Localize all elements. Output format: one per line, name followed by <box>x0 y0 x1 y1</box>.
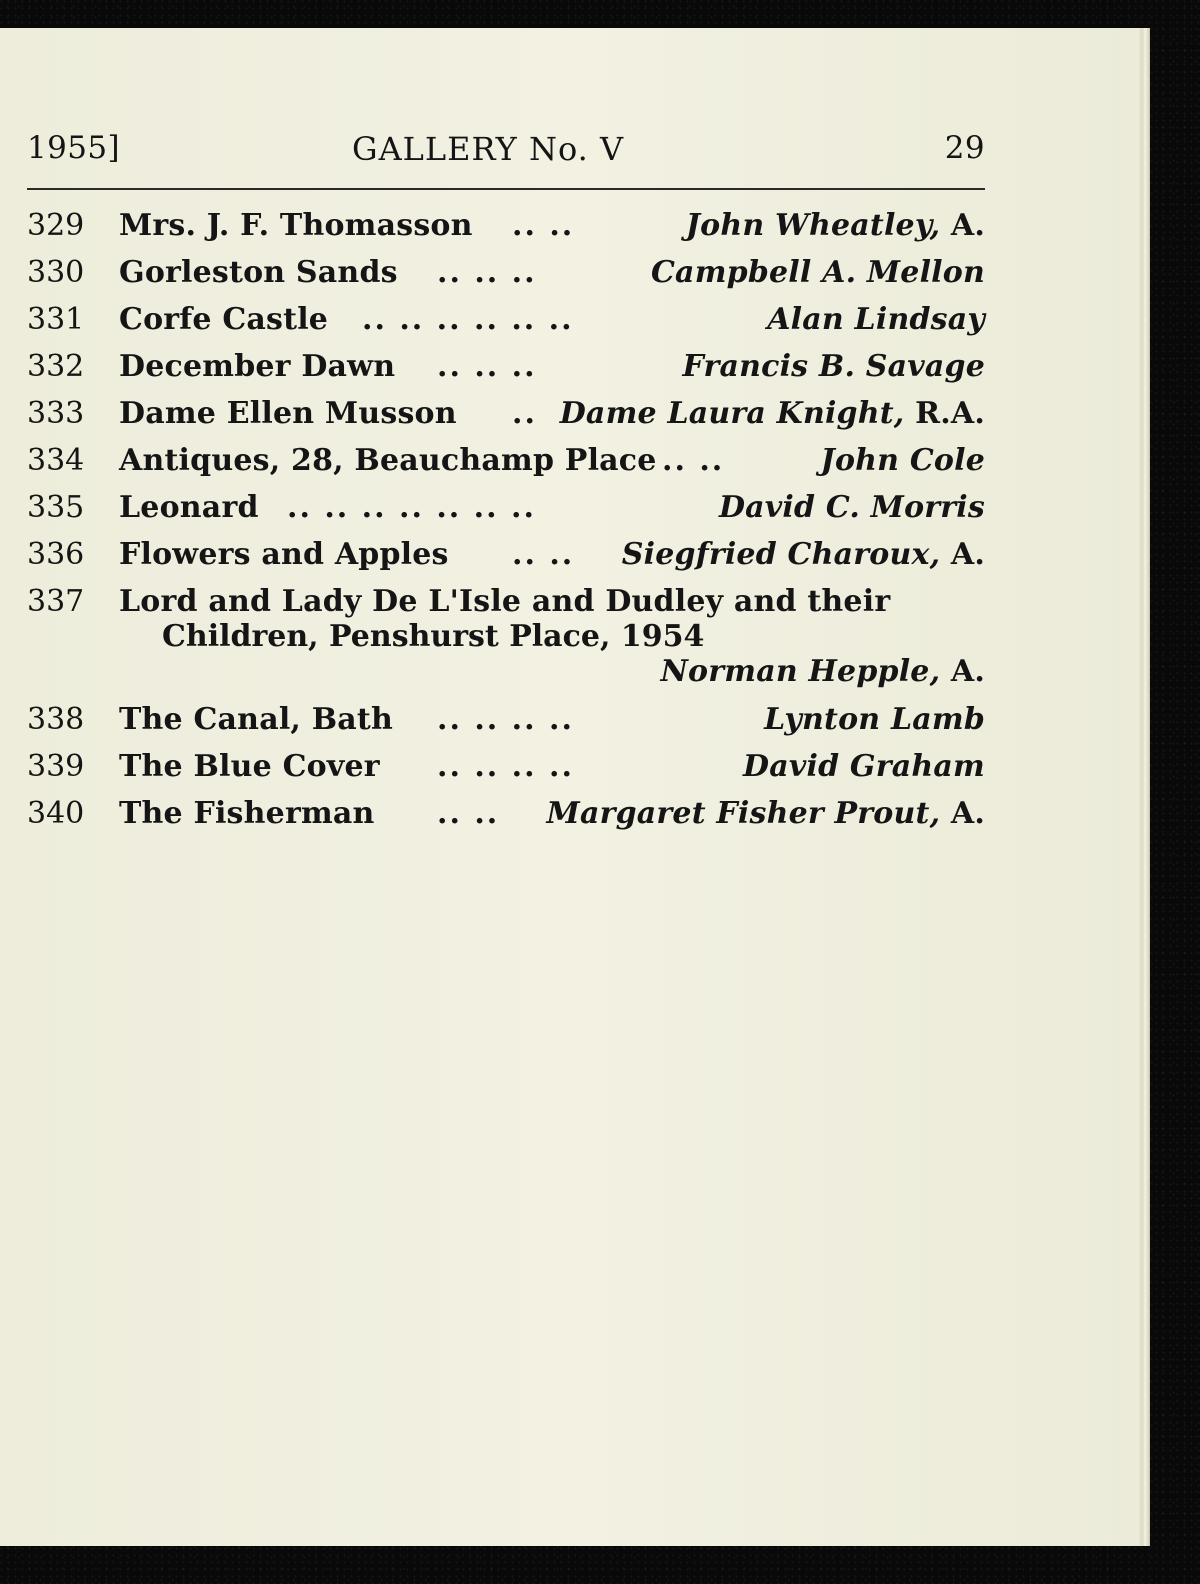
entry-artist <box>660 648 985 695</box>
running-header <box>27 130 985 174</box>
catalogue-entry <box>27 531 985 578</box>
entry-title: December Dawn <box>119 349 396 384</box>
catalogue-entry <box>27 743 985 790</box>
entry-number: 339 <box>27 749 85 784</box>
entry-title: The Blue Cover <box>119 749 380 784</box>
leader-dots: .. .. .. .. .. .. .. <box>287 490 536 525</box>
entry-number: 333 <box>27 396 85 431</box>
entry-title: Mrs. J. F. Thomasson <box>119 208 473 243</box>
leader-dots: .. .. <box>512 208 575 243</box>
entry-title: Leonard <box>119 490 259 525</box>
header-title: GALLERY No. V <box>352 130 625 168</box>
entry-artist <box>719 484 985 531</box>
entry-title: Dame Ellen Musson <box>119 396 457 431</box>
entry-artist <box>767 296 985 343</box>
entry-artist <box>764 696 985 743</box>
header-year: 1955] <box>27 130 120 166</box>
entry-title: Antiques, 28, Beauchamp Place <box>119 443 657 478</box>
leader-dots: .. <box>512 396 537 431</box>
catalogue-entry <box>27 437 985 484</box>
artist-name: Margaret Fisher Prout, <box>546 796 941 831</box>
artist-name: Dame Laura Knight, <box>559 396 905 431</box>
entry-artist <box>651 249 985 296</box>
entry-number: 338 <box>27 702 85 737</box>
artist-suffix: A. <box>940 796 985 831</box>
catalogue-entry <box>27 484 985 531</box>
entry-number: 340 <box>27 796 85 831</box>
entry-artist <box>821 437 985 484</box>
catalogue-entry <box>27 790 985 837</box>
entry-artist <box>743 743 985 790</box>
leader-dots: .. .. .. <box>437 349 537 384</box>
entry-number: 335 <box>27 490 85 525</box>
leader-dots: .. .. .. .. <box>437 749 574 784</box>
entry-number: 332 <box>27 349 85 384</box>
entry-number: 334 <box>27 443 85 478</box>
leader-dots: .. .. .. <box>437 255 537 290</box>
artist-name: Alan Lindsay <box>767 302 985 337</box>
artist-suffix: A. <box>940 208 985 243</box>
artist-name: John Cole <box>820 443 985 478</box>
leader-dots: .. .. .. .. .. .. <box>362 302 574 337</box>
artist-name: Campbell A. Mellon <box>650 255 985 290</box>
entry-number: 329 <box>27 208 85 243</box>
leader-dots: .. .. .. .. <box>437 702 574 737</box>
artist-name: John Wheatley, <box>685 208 941 243</box>
entry-artist <box>560 390 985 437</box>
artist-name: Siegfried Charoux, <box>621 537 941 572</box>
artist-name: Lynton Lamb <box>764 702 985 737</box>
entry-number: 330 <box>27 255 85 290</box>
page-content <box>27 130 985 837</box>
entry-number: 337 <box>27 584 85 619</box>
leader-dots: .. .. <box>437 796 500 831</box>
entry-title: The Fisherman <box>119 796 375 831</box>
leader-dots: .. .. <box>512 537 575 572</box>
artist-suffix: R.A. <box>904 396 985 431</box>
catalogue-entry <box>27 390 985 437</box>
page-number: 29 <box>944 130 985 166</box>
catalogue-entry <box>27 696 985 743</box>
catalogue-entry <box>27 202 985 249</box>
entry-artist <box>622 531 985 578</box>
entry-title: The Canal, Bath <box>119 702 393 737</box>
artist-suffix: A. <box>940 537 985 572</box>
artist-suffix: A. <box>940 654 985 689</box>
entry-number: 331 <box>27 302 85 337</box>
catalogue-entry <box>27 343 985 390</box>
entry-title: Flowers and Apples <box>119 537 449 572</box>
entry-title: Lord and Lady De L'Isle and Dudley and their <box>119 584 891 619</box>
entry-artist <box>547 790 985 837</box>
artist-name: Norman Hepple, <box>660 654 941 689</box>
entry-number: 336 <box>27 537 85 572</box>
header-rule <box>27 188 985 190</box>
artist-name: Francis B. Savage <box>682 349 985 384</box>
entry-artist <box>686 202 985 249</box>
artist-name: David Graham <box>743 749 985 784</box>
entry-title-continuation: Children, Penshurst Place, 1954 <box>162 619 705 654</box>
entry-title: Gorleston Sands <box>119 255 398 290</box>
catalogue-entry <box>27 578 985 696</box>
entry-artist <box>682 343 985 390</box>
catalogue-entry <box>27 249 985 296</box>
entry-title: Corfe Castle <box>119 302 329 337</box>
page-edge <box>1139 28 1150 1546</box>
catalogue-entry <box>27 296 985 343</box>
leader-dots: .. .. <box>662 443 725 478</box>
artist-name: David C. Morris <box>718 490 985 525</box>
